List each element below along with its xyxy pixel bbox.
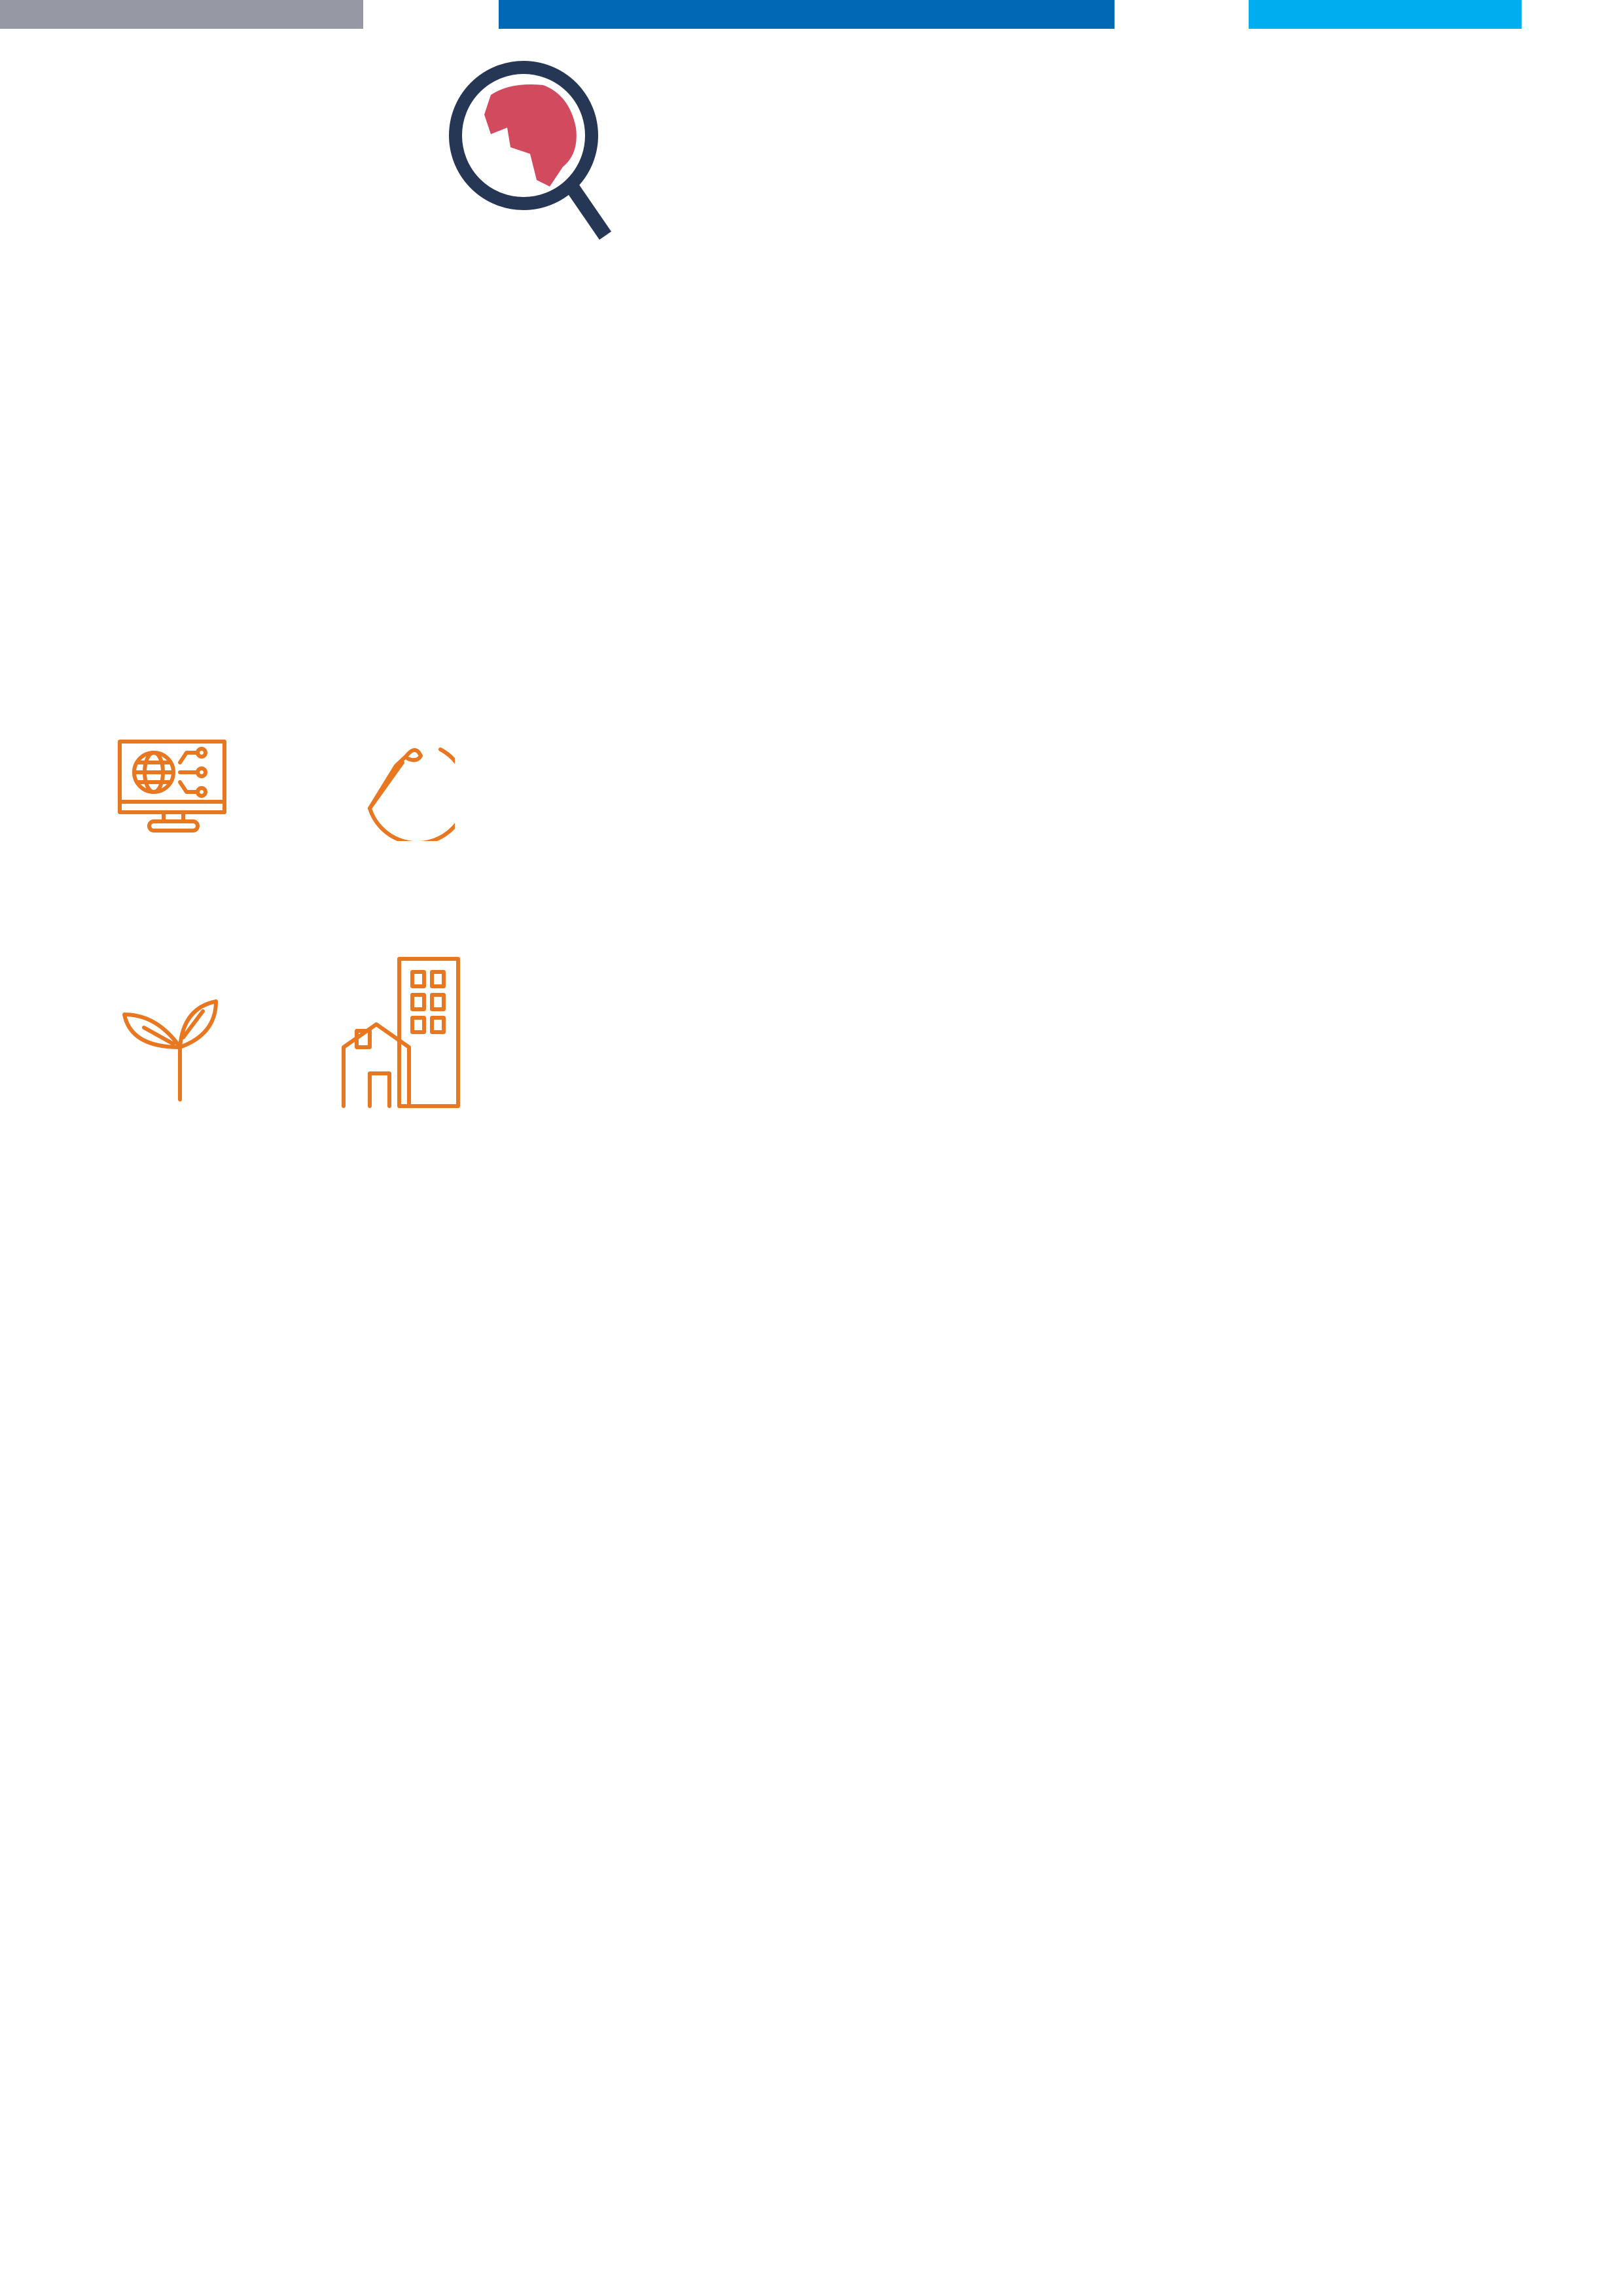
top-bar-light-blue <box>1249 0 1522 29</box>
magnifier-globe-icon <box>445 56 622 242</box>
intro-text <box>705 382 1576 414</box>
sprout-icon <box>118 962 223 1106</box>
top-bar-dark-blue <box>499 0 1115 29</box>
objectifs-list <box>88 317 638 348</box>
top-bar-gray <box>0 0 363 29</box>
needle-thread-icon <box>344 736 455 841</box>
institution-columns-icon <box>720 957 772 1094</box>
buildings-icon <box>340 956 465 1113</box>
computer-globe-icon <box>118 740 229 838</box>
